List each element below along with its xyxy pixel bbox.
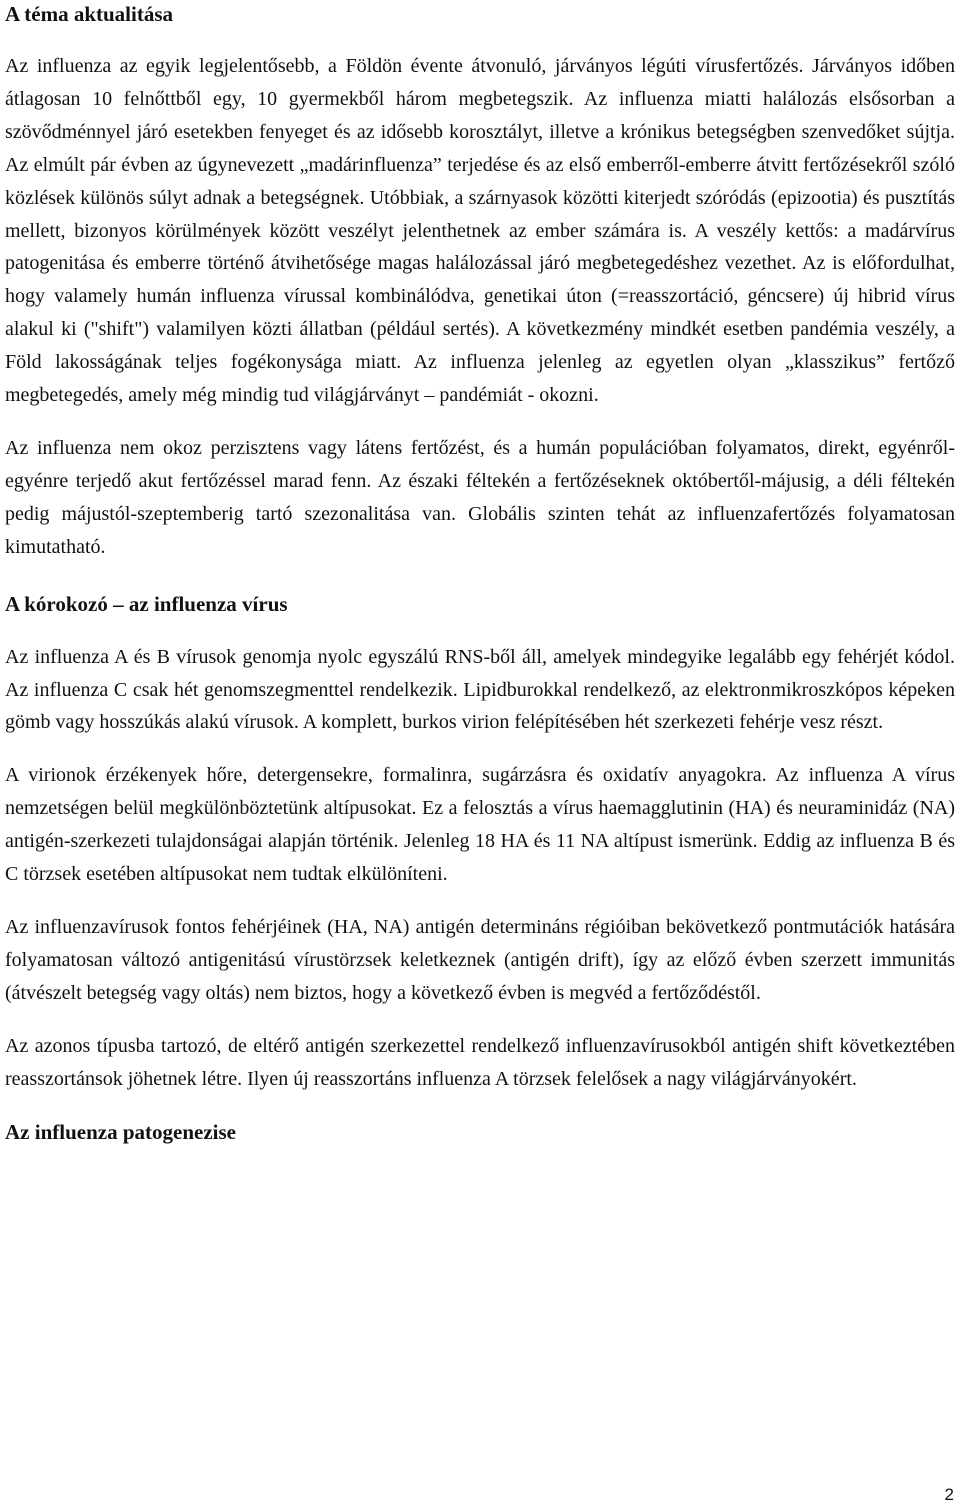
paragraph-antigen-shift: Az azonos típusba tartozó, de eltérő antigén szerkezettel rendelkező influenzavírusokból antigén shift következtében reasszortánsok jöhetnek létre. Ilyen új reasszortáns influenza A törzsek felelősek a nagy világjárványokért. <box>5 1034 955 1090</box>
document-page <box>5 0 955 1148</box>
heading-pathogen: A kórokozó – az influenza vírus <box>5 591 288 616</box>
paragraph-intro: Az influenza az egyik legjelentősebb, a Földön évente átvonuló, járványos légúti vírusfertőzés. Járványos időben átlagosan 10 felnőttből egy, 10 gyermekből három megbetegszik. Az influenza miatti halálozás elsősorban a szövődménnyel járó esetekben fenyeget és az idősebb korosztályt, illetve a krónikus betegségben szenvedőket sújtja. Az elmúlt pár évben az úgynevezett „madárinfluenza” terjedése és az első emberről-emberre átvitt fertőzésekről szóló közlések különös súlyt adnak a betegségnek. Utóbbiak, a szárnyasok közötti kiterjedt szóródás (epizootia) és pusztítás mellett, bizonyos körülmények között veszélyt jelenthetnek az ember számára is. A veszély kettős: a madárvírus patogenitása és emberre történő átvihetősége magas halálozással járó megbetegedéshez vezethet. Az is előfordulhat, hogy valamely humán influenza vírussal kombinálódva, genetikai úton (=reasszortáció, géncsere) új hibrid vírus alakul ki ("shift") valamilyen közti állatban (például sertés). A következmény mindkét esetben pandémia veszély, a Föld lakosságának teljes fogékonysága miatt. Az influenza jelenleg az egyetlen olyan „klasszikus” fertőző megbetegedés, amely még mindig tud világjárványt – pandémiát - okozni. <box>5 55 955 407</box>
paragraph-genome: Az influenza A és B vírusok genomja nyolc egyszálú RNS-ből áll, amelyek mindegyike legalább egy fehérjét kódol. Az influenza C csak hét genomszegmenttel rendelkezik. Lipidburokkal rendelkező, az elektronmikroszkópos képeken gömb vagy hosszúkás alakú vírusok. A komplett, burkos virion felépítésében hét szerkezeti fehérje vesz részt. <box>5 645 955 734</box>
section-title: A téma aktualitása <box>5 2 173 26</box>
paragraph-seasonality: Az influenza nem okoz perzisztens vagy látens fertőzést, és a humán populációban folyamatos, direkt, egyénről-egyénre terjedő akut fertőzéssel marad fenn. Az északi féltekén a fertőzéseknek októbertől-májusig, a déli féltekén pedig májustól-szeptemberig tartó szezonalitása van. Globális szinten tehát az influenzafertőzés folyamatosan kimutatható. <box>5 436 955 558</box>
paragraph-virion-sensitivity: A virionok érzékenyek hőre, detergensekre, formalinra, sugárzásra és oxidatív anyagokra. Az influenza A vírus nemzetségen belül megkülönböztetünk altípusokat. Ez a felosztás a vírus haemagglutinin (HA) és neuraminidáz (NA) antigén-szerkezeti tulajdonságai alapján történik. Jelenleg 18 HA és 11 NA altípust ismerünk. Eddig az influenza B és C törzsek esetében altípusokat nem tudtak elkülöníteni. <box>5 764 955 886</box>
paragraph-antigen-drift: Az influenzavírusok fontos fehérjéinek (HA, NA) antigén determináns régióiban bekövetkező pontmutációk hatására folyamatosan változó antigenitású vírustörzsek keletkeznek (antigén drift), így az előző évben szerzett immunitás (átvészelt betegség vagy oltás) nem biztos, hogy a következő évben is megvéd a fertőződéstől. <box>5 915 955 1004</box>
page-number: 2 <box>944 1485 954 1504</box>
heading-pathogenesis: Az influenza patogenezise <box>5 1120 236 1145</box>
